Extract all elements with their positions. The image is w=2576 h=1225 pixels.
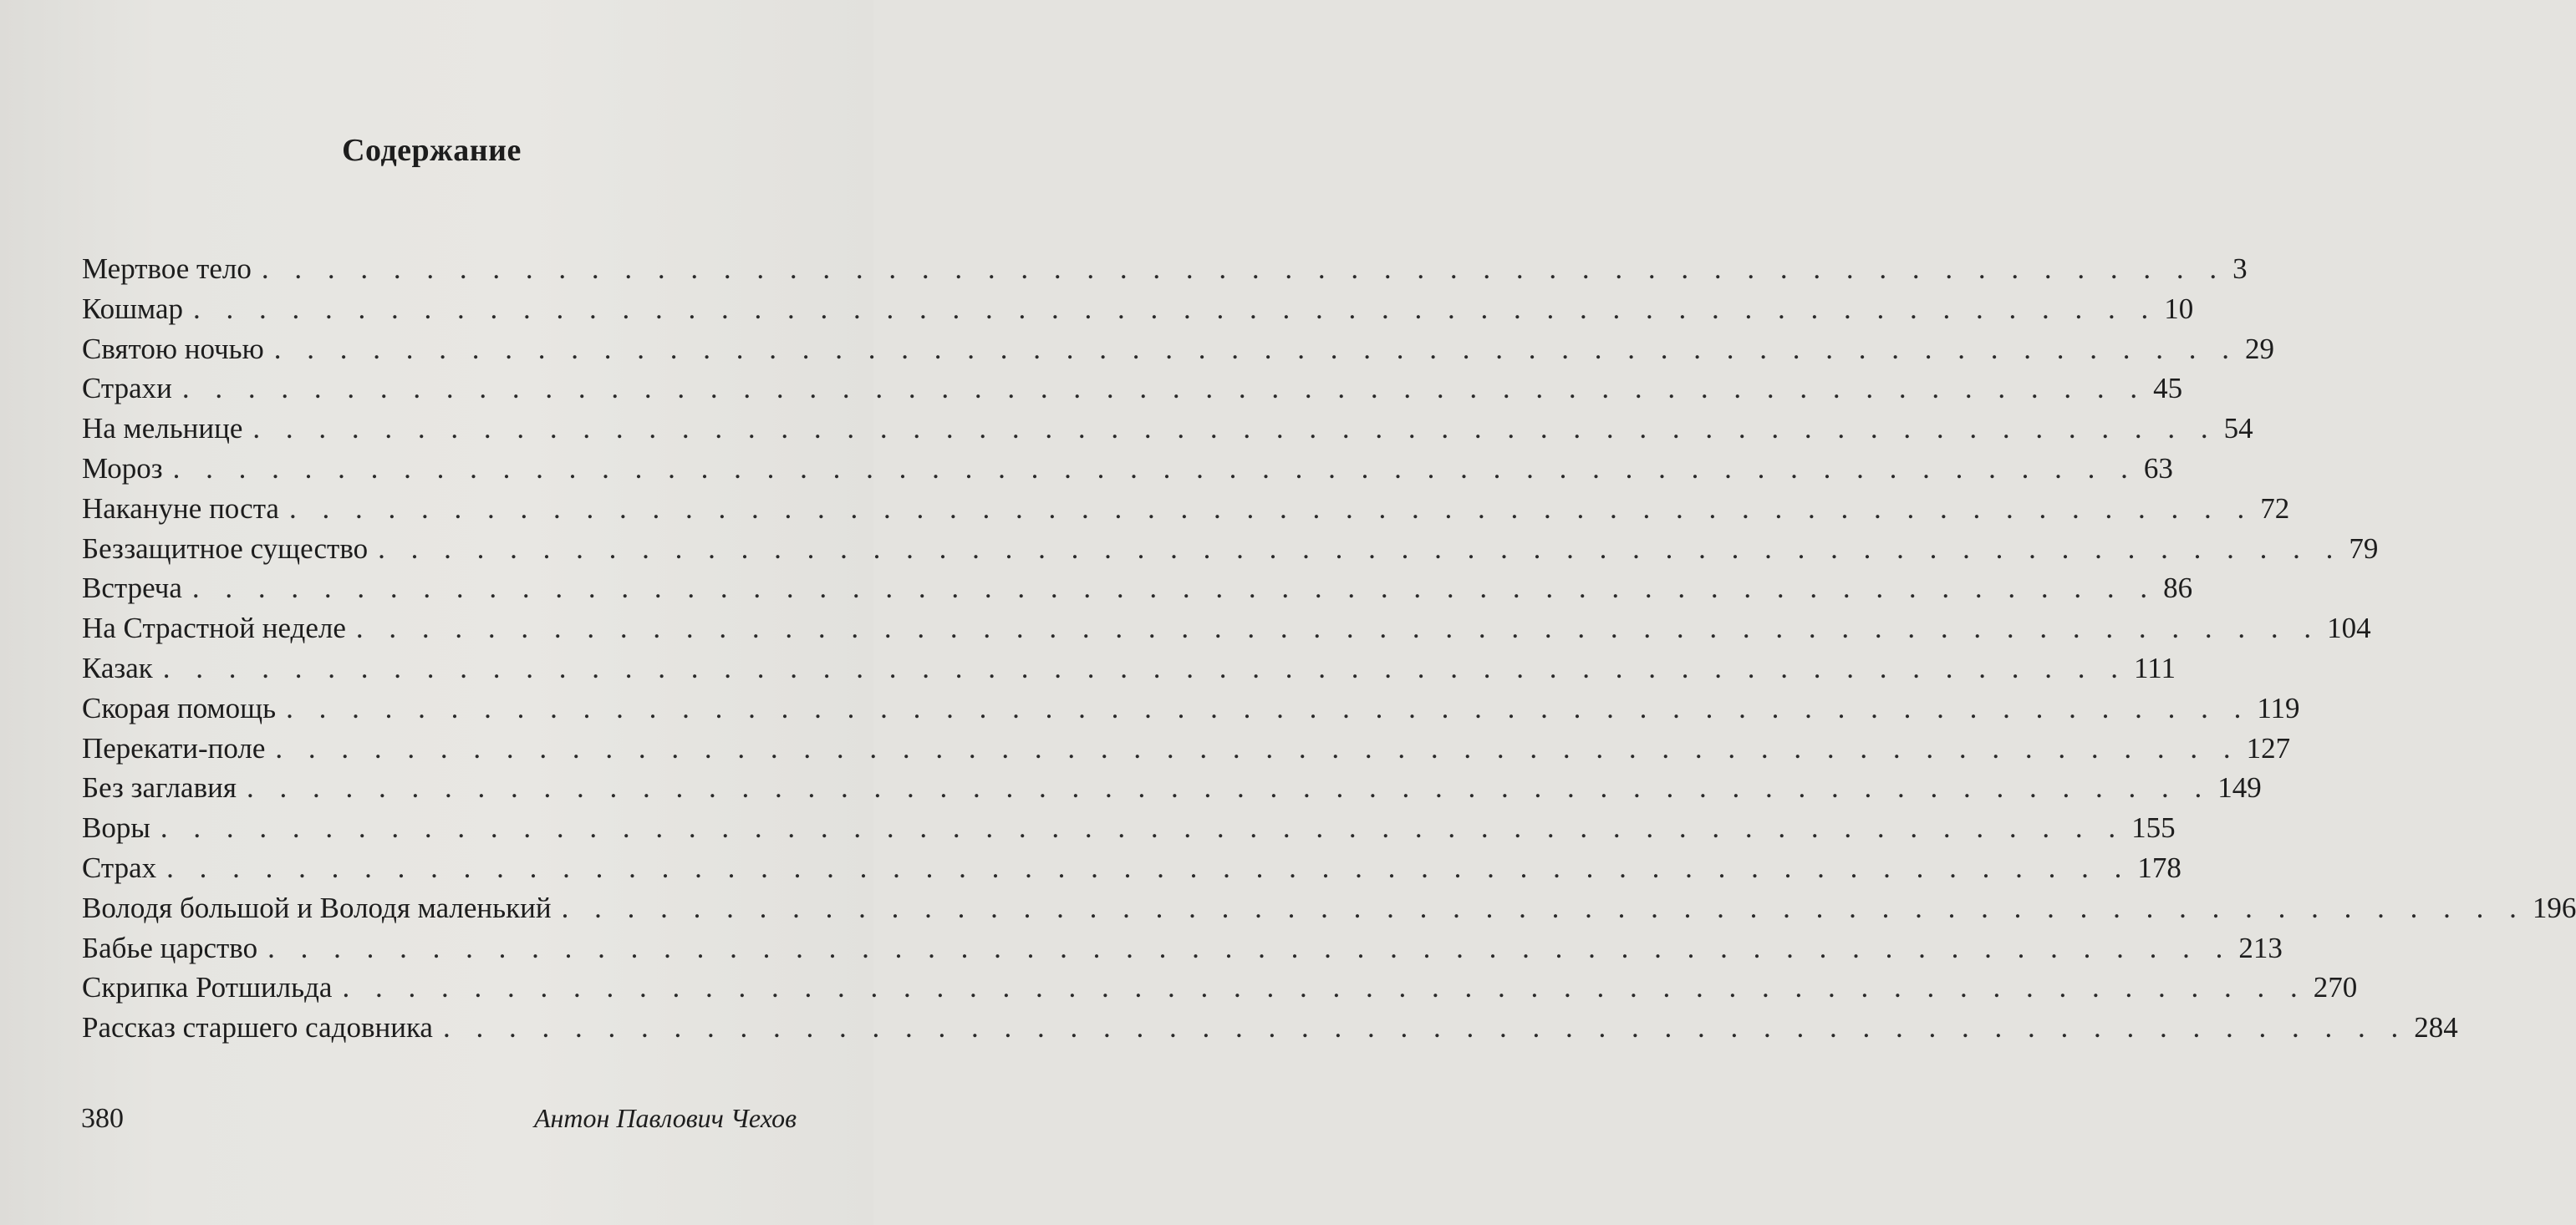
toc-entry bbox=[82, 1008, 2458, 1048]
dot-leader: . . . . . . . . . . . . . . . . . . . . . . . . . . . . . . . . . . . . . . . . . . . . . . . . . . . . . . . . . . . . bbox=[286, 691, 2251, 724]
running-footer-author: Антон Павлович Чехов bbox=[533, 1103, 797, 1133]
toc-entry bbox=[82, 928, 2283, 968]
dot-leader: . . . . . . . . . . . . . . . . . . . . . . . . . . . . . . . . . . . . . . . . . . . . . . . . . . . . . . . . . . . . bbox=[191, 572, 2157, 605]
toc-entry-page: 270 bbox=[2313, 971, 2358, 1004]
toc-entry-page: 119 bbox=[2257, 691, 2300, 724]
table-of-contents bbox=[82, 249, 2576, 1048]
toc-entry-page: 155 bbox=[2131, 811, 2176, 845]
toc-entry-title: Перекати-поле bbox=[82, 731, 266, 765]
toc-entry bbox=[82, 249, 2248, 289]
dot-leader: . . . . . . . . . . . . . . . . . . . . . . . . . . . . . . . . . . . . . . . . . . . . . . . . . . . . . . . . . . . . bbox=[378, 531, 2343, 565]
toc-entry-title: Без заглавия bbox=[82, 771, 237, 805]
toc-entry bbox=[82, 729, 2291, 769]
toc-entry-page: 104 bbox=[2327, 612, 2371, 645]
toc-entry-page: 111 bbox=[2134, 651, 2176, 684]
dot-leader: . . . . . . . . . . . . . . . . . . . . . . . . . . . . . . . . . . . . . . . . . . . . . . . . . . . . . . . . . . . . bbox=[166, 851, 2131, 884]
toc-entry-title: Встреча bbox=[82, 572, 182, 605]
toc-entry-title: Страх bbox=[82, 851, 157, 884]
toc-entry-title: Рассказ старшего садовника bbox=[82, 1011, 433, 1045]
toc-entry-page: 10 bbox=[2164, 292, 2194, 325]
dot-leader: . . . . . . . . . . . . . . . . . . . . . . . . . . . . . . . . . . . . . . . . . . . . . . . . . . . . . . . . . . . . bbox=[181, 372, 2147, 405]
toc-entry-title: Воры bbox=[82, 811, 150, 845]
dot-leader: . . . . . . . . . . . . . . . . . . . . . . . . . . . . . . . . . . . . . . . . . . . . . . . . . . . . . . . . . . . . bbox=[273, 332, 2239, 365]
toc-entry bbox=[82, 968, 2358, 1008]
toc-entry bbox=[82, 489, 2290, 529]
dot-leader: . . . . . . . . . . . . . . . . . . . . . . . . . . . . . . . . . . . . . . . . . . . . . . . . . . . . . . . . . . . . bbox=[160, 811, 2125, 845]
toc-entry-page: 72 bbox=[2260, 491, 2290, 525]
dot-leader: . . . . . . . . . . . . . . . . . . . . . . . . . . . . . . . . . . . . . . . . . . . . . . . . . . . . . . . . . . . . bbox=[267, 931, 2232, 964]
toc-entry bbox=[82, 369, 2183, 409]
dot-leader: . . . . . . . . . . . . . . . . . . . . . . . . . . . . . . . . . . . . . . . . . . . . . . . . . . . . . . . . . . . . bbox=[275, 731, 2240, 765]
toc-entry-page: 3 bbox=[2232, 252, 2248, 285]
toc-entry-page: 196 bbox=[2532, 891, 2576, 924]
toc-entry-page: 63 bbox=[2143, 451, 2173, 485]
dot-leader: . . . . . . . . . . . . . . . . . . . . . . . . . . . . . . . . . . . . . . . . . . . . . . . . . . . . . . . . . . . . bbox=[342, 971, 2307, 1004]
toc-entry bbox=[82, 608, 2371, 648]
toc-entry bbox=[82, 648, 2176, 689]
toc-entry bbox=[82, 888, 2576, 928]
dot-leader: . . . . . . . . . . . . . . . . . . . . . . . . . . . . . . . . . . . . . . . . . . . . . . . . . . . . . . . . . . . . bbox=[252, 412, 2217, 445]
toc-entry bbox=[82, 689, 2300, 729]
toc-entry-page: 178 bbox=[2137, 851, 2181, 884]
dot-leader: . . . . . . . . . . . . . . . . . . . . . . . . . . . . . . . . . . . . . . . . . . . . . . . . . . . . . . . . . . . . bbox=[561, 891, 2526, 924]
dot-leader: . . . . . . . . . . . . . . . . . . . . . . . . . . . . . . . . . . . . . . . . . . . . . . . . . . . . . . . . . . . . bbox=[261, 252, 2227, 285]
dot-leader: . . . . . . . . . . . . . . . . . . . . . . . . . . . . . . . . . . . . . . . . . . . . . . . . . . . . . . . . . . . . bbox=[246, 771, 2212, 805]
toc-entry-title: Мороз bbox=[82, 451, 163, 485]
toc-entry-page: 284 bbox=[2414, 1011, 2458, 1045]
toc-entry bbox=[82, 568, 2193, 608]
toc-entry-title: На мельнице bbox=[82, 412, 243, 445]
dot-leader: . . . . . . . . . . . . . . . . . . . . . . . . . . . . . . . . . . . . . . . . . . . . . . . . . . . . . . . . . . . . bbox=[172, 451, 2137, 485]
toc-entry-title: Бабье царство bbox=[82, 931, 258, 964]
toc-entry-page: 149 bbox=[2217, 771, 2262, 805]
toc-entry-page: 86 bbox=[2163, 572, 2193, 605]
dot-leader: . . . . . . . . . . . . . . . . . . . . . . . . . . . . . . . . . . . . . . . . . . . . . . . . . . . . . . . . . . . . bbox=[288, 491, 2254, 525]
toc-entry-title: Кошмар bbox=[82, 292, 183, 325]
toc-entry bbox=[82, 529, 2379, 569]
dot-leader: . . . . . . . . . . . . . . . . . . . . . . . . . . . . . . . . . . . . . . . . . . . . . . . . . . . . . . . . . . . . bbox=[442, 1011, 2408, 1045]
dot-leader: . . . . . . . . . . . . . . . . . . . . . . . . . . . . . . . . . . . . . . . . . . . . . . . . . . . . . . . . . . . . bbox=[355, 612, 2321, 645]
toc-entry-title: Мертвое тело bbox=[82, 252, 252, 285]
toc-entry-title: Скорая помощь bbox=[82, 691, 277, 724]
toc-entry bbox=[82, 808, 2176, 848]
toc-entry-title: Казак bbox=[82, 651, 153, 684]
page-number: 380 bbox=[81, 1103, 124, 1134]
toc-entry-title: Страхи bbox=[82, 372, 172, 405]
toc-entry bbox=[82, 289, 2194, 329]
toc-entry bbox=[82, 768, 2262, 808]
page-title: Содержание bbox=[342, 133, 522, 168]
toc-entry-page: 29 bbox=[2245, 332, 2275, 365]
toc-entry bbox=[82, 449, 2173, 489]
toc-entry-title: Святою ночью bbox=[82, 332, 264, 365]
toc-entry-page: 45 bbox=[2153, 372, 2183, 405]
dot-leader: . . . . . . . . . . . . . . . . . . . . . . . . . . . . . . . . . . . . . . . . . . . . . . . . . . . . . . . . . . . . bbox=[162, 651, 2128, 684]
toc-entry-title: Володя большой и Володя маленький bbox=[82, 891, 552, 924]
toc-entry-title: Скрипка Ротшильда bbox=[82, 971, 333, 1004]
toc-entry-title: Беззащитное существо bbox=[82, 531, 369, 565]
dot-leader: . . . . . . . . . . . . . . . . . . . . . . . . . . . . . . . . . . . . . . . . . . . . . . . . . . . . . . . . . . . . bbox=[193, 292, 2158, 325]
toc-entry-page: 213 bbox=[2238, 931, 2283, 964]
toc-entry-page: 79 bbox=[2349, 531, 2379, 565]
toc-entry-page: 127 bbox=[2246, 731, 2291, 765]
toc-entry-page: 54 bbox=[2223, 412, 2253, 445]
toc-entry bbox=[82, 329, 2275, 369]
toc-entry-title: Накануне поста bbox=[82, 491, 279, 525]
toc-entry bbox=[82, 409, 2253, 449]
toc-entry bbox=[82, 848, 2181, 888]
toc-entry-title: На Страстной неделе bbox=[82, 612, 346, 645]
